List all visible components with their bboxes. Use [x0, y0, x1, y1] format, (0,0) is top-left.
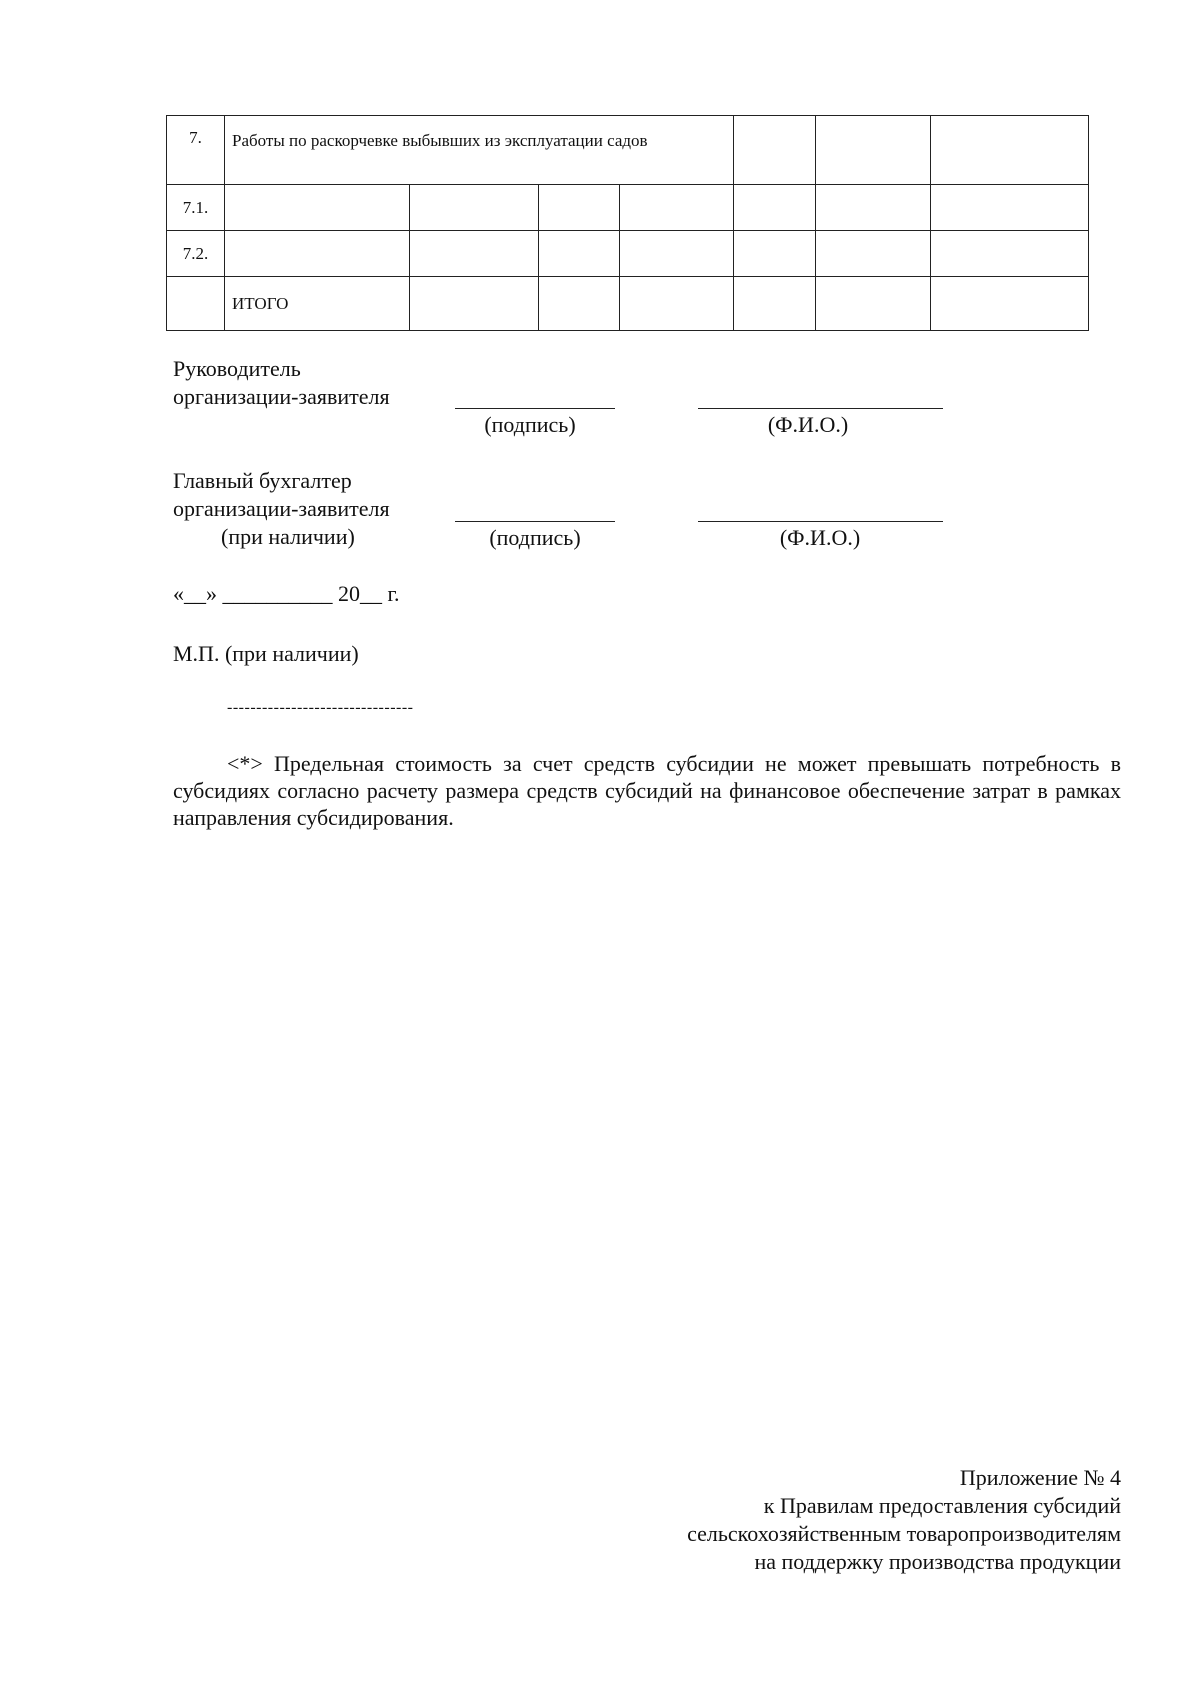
appendix-line3: сельскохозяйственным товаропроизводителям — [687, 1521, 1121, 1546]
footnote-text: <*> Предельная стоимость за счет средств субсидии не может превышать потребность в субсидиях согласно расчету размера средств субсидий на финансовое обеспечение затрат в рамках направления субсидирования. — [173, 751, 1121, 830]
head-signature-hint: (подпись) — [484, 412, 576, 437]
footnote-separator: -------------------------------- — [227, 699, 414, 716]
row-description: Работы по раскорчевке выбывших из эксплуатации садов — [225, 116, 734, 185]
head-name-hint: (Ф.И.О.) — [767, 412, 849, 437]
table-cell — [931, 185, 1089, 231]
table-row — [167, 116, 1089, 185]
table-cell — [167, 277, 225, 331]
table-cell — [734, 277, 816, 331]
accountant-title-line1: Главный бухгалтер — [173, 468, 352, 493]
table-cell — [410, 185, 539, 231]
table-cell — [931, 116, 1089, 185]
appendix-line1: Приложение № 4 — [959, 1465, 1121, 1490]
table-cell — [734, 185, 816, 231]
accountant-title-line2: организации-заявителя — [173, 496, 390, 521]
table-row — [167, 185, 1089, 231]
table-cell — [410, 277, 539, 331]
table-cell — [816, 231, 931, 277]
table-cell — [539, 185, 620, 231]
date-line: «__» __________ 20__ г. — [173, 581, 400, 606]
accountant-signature-hint: (подпись) — [489, 525, 581, 550]
row-number: 7.1. — [167, 185, 225, 231]
table-cell — [620, 231, 734, 277]
head-title-line2: организации-заявителя — [173, 384, 390, 409]
subsidy-cost-table — [166, 115, 1089, 331]
table-cell — [539, 277, 620, 331]
table-cell — [225, 185, 410, 231]
table-row — [167, 231, 1089, 277]
table-cell — [620, 277, 734, 331]
row-number: 7. — [167, 116, 225, 185]
table-cell — [620, 185, 734, 231]
stamp-placeholder: М.П. (при наличии) — [173, 641, 359, 666]
accountant-name-line — [698, 521, 943, 522]
accountant-signature-line — [455, 521, 615, 522]
table-cell — [816, 277, 931, 331]
accountant-name-hint: (Ф.И.О.) — [779, 525, 861, 550]
table-row-total — [167, 277, 1089, 331]
appendix-line4: на поддержку производства продукции — [754, 1549, 1121, 1574]
head-signature-line — [455, 408, 615, 409]
head-name-line — [698, 408, 943, 409]
table-cell — [225, 231, 410, 277]
table-cell — [734, 231, 816, 277]
table-cell — [410, 231, 539, 277]
head-title-line1: Руководитель — [173, 356, 301, 381]
table-cell — [816, 116, 931, 185]
table-cell — [816, 185, 931, 231]
table-cell — [931, 277, 1089, 331]
accountant-title-line3: (при наличии) — [221, 524, 355, 549]
appendix-line2: к Правилам предоставления субсидий — [763, 1493, 1121, 1518]
appendix-header — [561, 1464, 1121, 1576]
total-label: ИТОГО — [225, 277, 410, 331]
row-number: 7.2. — [167, 231, 225, 277]
table-cell — [734, 116, 816, 185]
table-cell — [931, 231, 1089, 277]
table-cell — [539, 231, 620, 277]
